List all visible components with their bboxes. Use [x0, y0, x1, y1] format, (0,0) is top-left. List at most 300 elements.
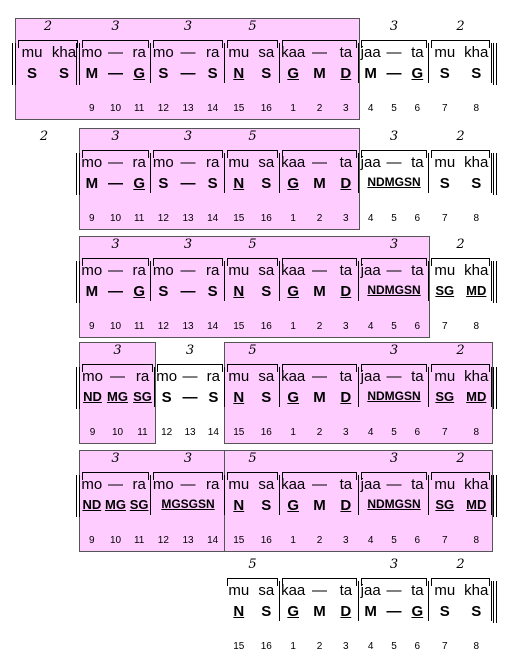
- beat-number: 12: [157, 103, 169, 114]
- lyric-syllable: —: [107, 44, 123, 61]
- lyric-syllable: ta: [339, 368, 353, 385]
- double-barline: [496, 475, 497, 517]
- swara-note: G: [287, 389, 299, 406]
- beat-number: 4: [367, 103, 374, 114]
- tuplet-number: 3: [183, 451, 193, 466]
- swara-note: N: [233, 65, 245, 82]
- swara-note: G: [287, 603, 299, 620]
- beat-number: 14: [207, 427, 219, 438]
- beat-number: 6: [414, 321, 421, 332]
- tuplet-number: 3: [111, 237, 120, 252]
- beat-number: 16: [260, 213, 272, 224]
- beat-number: 13: [182, 103, 194, 114]
- lyric-syllable: ra: [132, 154, 146, 171]
- swara-note: M: [313, 283, 326, 300]
- lyric-syllable: kha: [464, 262, 489, 279]
- beat-number: 15: [233, 321, 245, 332]
- swara-note: S: [261, 603, 272, 620]
- tuplet-number: 2: [456, 129, 465, 144]
- beat-number: 11: [133, 213, 145, 224]
- lyric-syllable: mo: [81, 262, 103, 279]
- beat-number: 16: [260, 427, 272, 438]
- tuplet-number: 3: [185, 343, 195, 358]
- tuplet-number: 2: [39, 129, 49, 144]
- swara-note: G: [133, 65, 145, 82]
- beat-number: 14: [207, 535, 219, 546]
- beat-number: 9: [89, 103, 95, 114]
- beat-bracket: [282, 150, 357, 151]
- swara-note: S: [26, 65, 37, 82]
- swara-note: D: [340, 389, 352, 406]
- beat-number: 9: [89, 427, 96, 438]
- tuplet-number: 3: [389, 557, 399, 572]
- tuplet-number: 2: [456, 237, 465, 252]
- swara-note: N: [233, 389, 245, 406]
- beat-number: 2: [316, 213, 323, 224]
- lyric-syllable: —: [311, 368, 327, 385]
- swara-note: M: [364, 603, 377, 620]
- lyric-syllable: —: [180, 44, 196, 61]
- beat-number: 15: [233, 641, 245, 652]
- tuplet-number: 3: [389, 343, 399, 358]
- swara-note: —: [107, 283, 123, 300]
- beat-number: 13: [182, 535, 194, 546]
- lyric-syllable: mu: [434, 44, 456, 61]
- lyric-syllable: jaa: [360, 154, 381, 171]
- lyric-syllable: —: [311, 476, 327, 493]
- beat-number: 9: [89, 535, 95, 546]
- swara-note: —: [180, 283, 196, 300]
- lyric-syllable: ta: [411, 262, 424, 279]
- swara-note: M: [85, 175, 99, 192]
- tuplet-number: 2: [456, 557, 465, 572]
- swara-note: S: [207, 283, 218, 300]
- beat-bracket: [227, 364, 278, 365]
- beat-number: 9: [89, 321, 95, 332]
- lyric-syllable: kaa: [281, 154, 306, 171]
- tuplet-number: 3: [389, 237, 399, 252]
- beat-number: 12: [157, 321, 169, 332]
- tuplet-number: 5: [248, 343, 257, 358]
- swara-note: M: [85, 65, 99, 82]
- lyric-syllable: —: [180, 154, 196, 171]
- lyric-syllable: mo: [152, 44, 174, 61]
- beat-number: 14: [207, 213, 219, 224]
- lyric-syllable: mu: [228, 154, 250, 171]
- beat-bracket: [431, 578, 490, 579]
- lyric-syllable: ta: [411, 44, 424, 61]
- beat-number: 11: [133, 103, 145, 114]
- beat-bracket: [82, 40, 149, 41]
- lyric-syllable: mu: [21, 44, 43, 61]
- beat-number: 2: [316, 321, 323, 332]
- lyric-syllable: mu: [434, 582, 456, 599]
- swara-note: NDMGSN: [367, 175, 421, 189]
- beat-bracket: [361, 578, 427, 579]
- beat-number: 8: [473, 321, 480, 332]
- lyric-syllable: —: [311, 262, 327, 279]
- beat-number: 5: [391, 321, 397, 332]
- beat-number: 8: [473, 213, 480, 224]
- lyric-syllable: jaa: [360, 368, 381, 385]
- swara-note: S: [471, 603, 482, 620]
- swara-note: N: [233, 497, 245, 514]
- beat-bracket: [153, 150, 223, 151]
- beat-number: 10: [109, 103, 122, 114]
- lyric-syllable: sa: [258, 262, 275, 279]
- beat-bracket: [282, 472, 357, 473]
- beat-bracket: [431, 258, 490, 259]
- beat-number: 13: [182, 321, 194, 332]
- swara-note: D: [340, 175, 352, 192]
- lyric-syllable: jaa: [360, 44, 381, 61]
- swara-note: SG: [129, 497, 149, 512]
- beat-number: 3: [343, 321, 349, 332]
- lyric-syllable: ta: [339, 582, 353, 599]
- beat-number: 11: [137, 427, 148, 438]
- tuplet-number: 3: [183, 237, 193, 252]
- swara-note: M: [313, 65, 326, 82]
- swara-note: M: [313, 175, 326, 192]
- swara-note: G: [411, 603, 424, 620]
- beat-number: 12: [161, 427, 173, 438]
- beat-number: 10: [109, 213, 122, 224]
- lyric-syllable: ra: [132, 476, 146, 493]
- double-barline: [496, 261, 497, 303]
- lyric-syllable: kha: [464, 154, 489, 171]
- swara-note: N: [233, 283, 245, 300]
- swara-note: M: [313, 603, 326, 620]
- swara-note: S: [158, 175, 169, 192]
- beat-bracket: [431, 364, 490, 365]
- lyric-syllable: —: [180, 476, 196, 493]
- beat-bracket: [82, 150, 149, 151]
- beat-number: 6: [414, 641, 421, 652]
- beat-bracket: [227, 472, 278, 473]
- swara-note: G: [287, 175, 299, 192]
- beat-bracket: [282, 364, 357, 365]
- lyric-syllable: ra: [205, 44, 220, 61]
- beat-bracket: [157, 364, 223, 365]
- lyric-syllable: mu: [228, 44, 250, 61]
- swara-note: D: [340, 603, 352, 620]
- beat-number: 5: [391, 103, 397, 114]
- swara-note: D: [340, 65, 352, 82]
- swara-note: S: [158, 283, 169, 300]
- beat-number: 2: [316, 103, 323, 114]
- tuplet-number: 3: [183, 19, 193, 34]
- swara-note: S: [261, 65, 272, 82]
- beat-number: 8: [473, 427, 480, 438]
- lyric-syllable: mu: [228, 582, 250, 599]
- beat-number: 10: [109, 321, 122, 332]
- swara-note: S: [207, 65, 218, 82]
- lyric-syllable: ra: [132, 262, 146, 279]
- beat-bracket: [361, 40, 427, 41]
- beat-number: 14: [207, 103, 219, 114]
- beat-bracket: [431, 150, 490, 151]
- lyric-syllable: ta: [411, 368, 424, 385]
- beat-number: 16: [260, 641, 272, 652]
- swara-note: —: [107, 65, 123, 82]
- lyric-syllable: ra: [206, 368, 220, 385]
- lyric-syllable: —: [386, 262, 402, 279]
- beat-number: 3: [343, 427, 349, 438]
- beat-number: 9: [89, 213, 95, 224]
- beat-bracket: [361, 364, 427, 365]
- lyric-syllable: —: [311, 154, 327, 171]
- beat-number: 11: [133, 535, 145, 546]
- swara-note: G: [287, 497, 299, 514]
- lyric-syllable: mu: [434, 154, 456, 171]
- beat-bracket: [282, 40, 357, 41]
- lyric-syllable: —: [110, 368, 125, 385]
- swara-note: NDMGSN: [367, 389, 421, 403]
- beat-number: 8: [473, 641, 480, 652]
- tuplet-number: 5: [248, 557, 257, 572]
- lyric-syllable: ra: [135, 368, 150, 385]
- double-barline: [496, 43, 497, 85]
- beat-number: 12: [157, 535, 169, 546]
- double-barline: [496, 153, 497, 195]
- beat-number: 13: [182, 213, 194, 224]
- swara-note: MG: [105, 497, 126, 512]
- lyric-syllable: kaa: [281, 476, 306, 493]
- lyric-syllable: mo: [81, 44, 103, 61]
- lyric-syllable: sa: [258, 44, 275, 61]
- swara-note: S: [161, 389, 172, 406]
- tuplet-number: 3: [389, 19, 399, 34]
- lyric-syllable: mo: [152, 476, 174, 493]
- lyric-syllable: —: [386, 476, 402, 493]
- lyric-syllable: kaa: [281, 262, 306, 279]
- lyric-syllable: ta: [411, 582, 424, 599]
- beat-number: 1: [290, 213, 296, 224]
- swara-note: —: [180, 65, 196, 82]
- beat-bracket: [361, 472, 427, 473]
- tuplet-number: 5: [248, 19, 257, 34]
- tuplet-number: 3: [111, 19, 120, 34]
- lyric-syllable: kaa: [281, 44, 306, 61]
- lyric-syllable: kha: [464, 582, 489, 599]
- beat-number: 16: [260, 535, 272, 546]
- beat-number: 6: [414, 103, 421, 114]
- swara-note: S: [471, 65, 482, 82]
- swara-note: S: [158, 65, 169, 82]
- lyric-syllable: ra: [205, 262, 220, 279]
- beat-number: 12: [157, 213, 169, 224]
- beat-number: 2: [316, 641, 323, 652]
- double-barline: [496, 581, 497, 623]
- beat-number: 1: [290, 535, 296, 546]
- beat-number: 10: [111, 427, 124, 438]
- lyric-syllable: kha: [51, 44, 77, 61]
- swara-note: NDMGSN: [367, 497, 421, 511]
- lyric-syllable: ra: [205, 476, 220, 493]
- beat-number: 15: [233, 535, 245, 546]
- lyric-syllable: —: [180, 262, 196, 279]
- beat-number: 1: [290, 321, 296, 332]
- swara-note: MD: [466, 389, 487, 404]
- beat-bracket: [153, 258, 223, 259]
- lyric-syllable: sa: [258, 154, 275, 171]
- tuplet-number: 2: [456, 451, 465, 466]
- tuplet-number: 5: [248, 129, 257, 144]
- lyric-syllable: —: [107, 154, 123, 171]
- beat-number: 2: [316, 535, 323, 546]
- swara-note: NDMGSN: [367, 283, 421, 297]
- swara-note: N: [233, 603, 245, 620]
- swara-note: M: [85, 283, 99, 300]
- lyric-syllable: —: [311, 582, 327, 599]
- swara-note: G: [133, 283, 145, 300]
- beat-number: 4: [367, 535, 374, 546]
- swara-note: ND: [82, 497, 102, 512]
- beat-number: 10: [109, 535, 122, 546]
- lyric-syllable: ta: [339, 262, 353, 279]
- lyric-syllable: mo: [152, 154, 174, 171]
- beat-number: 4: [367, 321, 374, 332]
- lyric-syllable: kaa: [281, 368, 306, 385]
- beat-bracket: [227, 40, 278, 41]
- lyric-syllable: kha: [464, 44, 489, 61]
- beat-bracket: [227, 258, 278, 259]
- swara-note: S: [208, 389, 219, 406]
- lyric-syllable: —: [182, 368, 198, 385]
- beat-number: 5: [391, 213, 397, 224]
- swara-note: S: [58, 65, 69, 82]
- tuplet-number: 3: [389, 129, 399, 144]
- swara-note: ND: [83, 389, 102, 404]
- beat-number: 2: [316, 427, 323, 438]
- beat-number: 3: [343, 641, 349, 652]
- beat-bracket: [227, 150, 278, 151]
- swara-note: D: [340, 497, 352, 514]
- swara-note: S: [261, 175, 272, 192]
- beat-number: 5: [391, 427, 397, 438]
- lyric-syllable: ta: [411, 154, 424, 171]
- lyric-syllable: sa: [258, 368, 275, 385]
- lyric-syllable: mo: [82, 368, 103, 385]
- beat-number: 14: [207, 321, 219, 332]
- beat-number: 3: [343, 535, 349, 546]
- lyric-syllable: ta: [339, 476, 353, 493]
- beat-number: 5: [391, 641, 397, 652]
- lyric-syllable: ta: [339, 154, 353, 171]
- swara-note: —: [182, 389, 198, 406]
- beat-bracket: [18, 40, 78, 41]
- lyric-syllable: jaa: [360, 582, 381, 599]
- lyric-syllable: —: [386, 368, 402, 385]
- lyric-syllable: mu: [434, 368, 456, 385]
- lyric-syllable: kha: [464, 368, 489, 385]
- beat-number: 11: [133, 321, 145, 332]
- lyric-syllable: —: [107, 476, 123, 493]
- beat-bracket: [227, 578, 278, 579]
- beat-bracket: [82, 258, 149, 259]
- lyric-syllable: —: [311, 44, 327, 61]
- swara-note: S: [261, 283, 272, 300]
- beat-number: 7: [441, 535, 448, 546]
- swara-note: —: [386, 603, 402, 620]
- tuplet-number: 2: [456, 19, 465, 34]
- swara-note: N: [233, 175, 245, 192]
- beat-bracket: [361, 258, 427, 259]
- lyric-syllable: mu: [228, 262, 250, 279]
- swara-note: S: [261, 389, 272, 406]
- lyric-syllable: mo: [156, 368, 178, 385]
- beat-bracket: [82, 364, 153, 365]
- beat-number: 3: [343, 213, 349, 224]
- lyric-syllable: ta: [411, 476, 424, 493]
- lyric-syllable: mu: [228, 368, 250, 385]
- lyric-syllable: mo: [81, 154, 103, 171]
- beat-number: 1: [290, 427, 296, 438]
- swara-note: G: [287, 283, 299, 300]
- swara-note: S: [439, 175, 450, 192]
- swara-note: S: [471, 175, 482, 192]
- beat-bracket: [153, 40, 223, 41]
- swara-note: MG: [107, 389, 128, 404]
- beat-number: 1: [290, 641, 296, 652]
- lyric-syllable: jaa: [360, 476, 381, 493]
- beat-bracket: [431, 472, 490, 473]
- lyric-syllable: mo: [81, 476, 103, 493]
- swara-note: MD: [466, 497, 487, 512]
- swara-note: M: [313, 389, 326, 406]
- double-barline: [496, 367, 497, 409]
- beat-number: 6: [414, 213, 421, 224]
- beat-number: 6: [414, 427, 421, 438]
- swara-note: S: [261, 497, 272, 514]
- beat-number: 4: [367, 641, 374, 652]
- beat-bracket: [361, 150, 427, 151]
- beat-number: 1: [290, 103, 296, 114]
- tuplet-number: 2: [43, 19, 53, 34]
- beat-number: 7: [441, 103, 448, 114]
- lyric-syllable: kha: [464, 476, 489, 493]
- lyric-syllable: kaa: [281, 582, 306, 599]
- tuplet-number: 2: [456, 343, 465, 358]
- beat-number: 5: [391, 535, 397, 546]
- lyric-syllable: ra: [132, 44, 146, 61]
- beat-number: 7: [441, 321, 448, 332]
- beat-number: 3: [343, 103, 349, 114]
- lyric-syllable: —: [107, 262, 123, 279]
- beat-bracket: [431, 40, 490, 41]
- lyric-syllable: mo: [152, 262, 174, 279]
- lyric-syllable: mu: [434, 476, 456, 493]
- lyric-syllable: mu: [228, 476, 250, 493]
- beat-number: 16: [260, 321, 272, 332]
- swara-note: MD: [466, 283, 487, 298]
- tuplet-number: 3: [113, 343, 122, 358]
- swara-note: SG: [435, 283, 455, 298]
- beat-number: 7: [441, 427, 448, 438]
- lyric-syllable: —: [386, 154, 402, 171]
- beat-bracket: [282, 578, 357, 579]
- beat-number: 4: [367, 213, 374, 224]
- lyric-syllable: —: [386, 44, 402, 61]
- beat-number: 15: [233, 103, 245, 114]
- lyric-syllable: —: [386, 582, 402, 599]
- lyric-syllable: ta: [339, 44, 353, 61]
- beat-number: 15: [233, 213, 245, 224]
- tuplet-number: 3: [183, 129, 193, 144]
- swara-note: S: [439, 65, 450, 82]
- beat-number: 8: [473, 535, 480, 546]
- swara-note: S: [207, 175, 218, 192]
